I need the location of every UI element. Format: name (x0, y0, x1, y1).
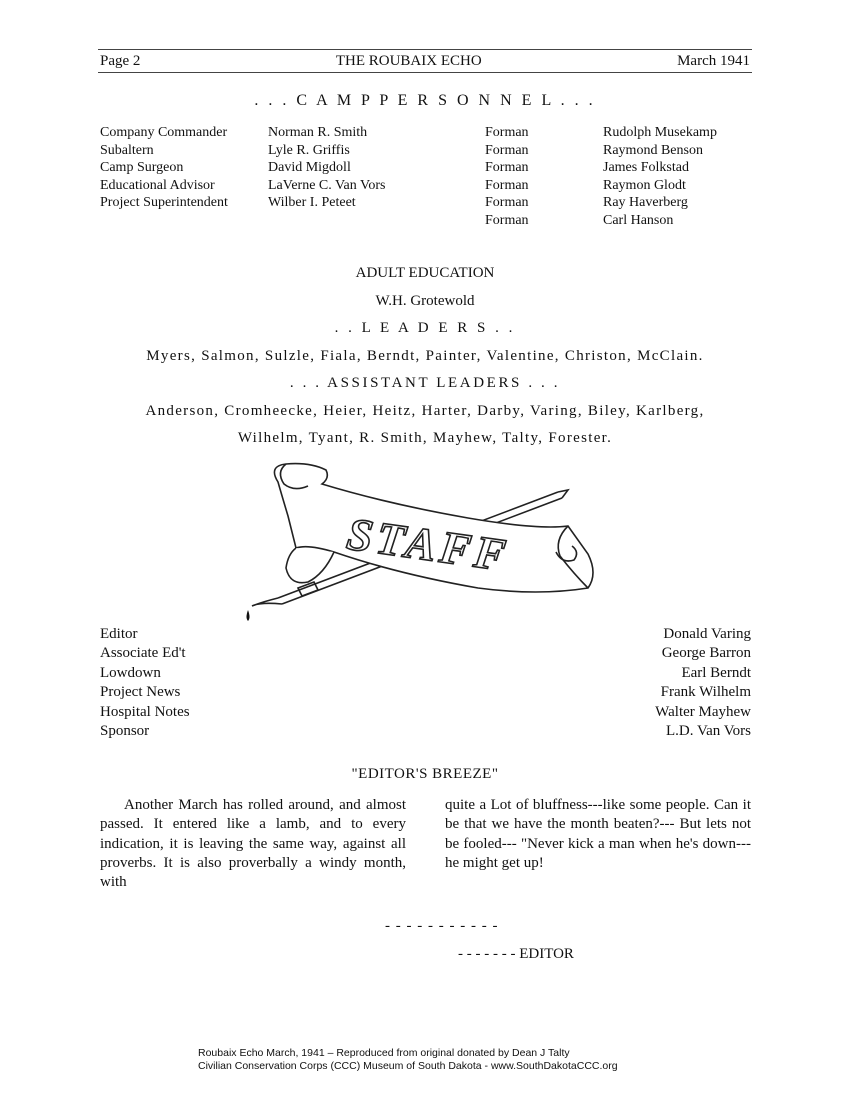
officer-name: Norman R. Smith (268, 125, 368, 140)
leaders-heading: . . L E A D E R S . . (334, 320, 516, 336)
leaders-list: Myers, Salmon, Sulzle, Fiala, Berndt, Painter, Valentine, Christon, McClain. (146, 348, 704, 364)
footer-line-2: Civilian Conservation Corps (CCC) Museum of South Dakota - www.SouthDakotaCCC.org (198, 1060, 618, 1072)
officer-role: Subaltern (100, 142, 154, 158)
ink-drop-icon (247, 610, 250, 621)
staff-roles (100, 625, 190, 741)
adult-education-title: ADULT EDUCATION (355, 265, 495, 281)
staff-name: L.D. Van Vors (665, 723, 751, 740)
staff-name: George Barron (661, 645, 751, 662)
officer-name: David Migdoll (268, 160, 351, 176)
forman-role: Forman (485, 160, 529, 176)
editor-signature: - - - - - - - EDITOR (458, 946, 574, 962)
forman-roles (485, 124, 529, 230)
editorial-column-1 (100, 796, 406, 892)
officer-name: Lyle R. Griffis (268, 142, 350, 158)
officer-name: LaVerne C. Van Vors (268, 177, 386, 193)
editorial-paragraph: quite a Lot of bluffness---like some people. Can it be that we have the month beaten?--- But lets not be fooled--- "Never kick a man when he's down--- he might get up! (445, 797, 751, 871)
forman-role: Forman (485, 125, 529, 140)
footer-line-1: Roubaix Echo March, 1941 – Reproduced from original donated by Dean J Talty (198, 1047, 570, 1059)
staff-role: Editor (100, 626, 138, 642)
staff-role: Sponsor (100, 723, 150, 740)
assistant-leaders-line-2: Wilhelm, Tyant, R. Smith, Mayhew, Talty, Forester. (237, 430, 613, 446)
forman-name: Raymond Benson (603, 142, 703, 158)
staff-banner-illustration (238, 456, 608, 628)
editorial-column-2 (445, 796, 751, 873)
camp-personnel-heading: . . . C A M P P E R S O N N E L . . . (254, 92, 596, 109)
staff-names (655, 625, 751, 741)
staff-role: Associate Ed't (100, 645, 186, 662)
forman-name: Carl Hanson (603, 212, 674, 228)
staff-role: Lowdown (100, 664, 161, 681)
editors-breeze-title: "EDITOR'S BREEZE" (351, 766, 499, 782)
officer-names (268, 124, 385, 212)
forman-name: Raymon Glodt (603, 177, 686, 193)
forman-role: Forman (485, 142, 529, 158)
officer-role: Project Superintendent (100, 195, 228, 211)
officer-role: Educational Advisor (100, 177, 215, 193)
assistant-leaders-heading: . . . ASSISTANT LEADERS . . . (289, 375, 561, 391)
separator-dashes: - - - - - - - - - - - (385, 918, 499, 934)
editorial-paragraph: Another March has rolled around, and almost passed. It entered like a lamb, and to every indication, it is leaving the same way, against all proverbs. It is also proverbally a windy month, with (100, 797, 406, 891)
page-header (98, 49, 752, 73)
education-director: W.H. Grotewold (375, 293, 475, 309)
staff-name: Earl Berndt (681, 664, 751, 681)
officer-name: Wilber I. Peteet (268, 195, 356, 211)
forman-name: Ray Haverberg (603, 195, 688, 211)
staff-banner-text: STAFF (343, 507, 513, 582)
staff-name: Frank Wilhelm (660, 684, 751, 701)
newspaper-title: THE ROUBAIX ECHO (335, 52, 482, 69)
forman-name: James Folkstad (603, 160, 689, 176)
forman-role: Forman (485, 212, 529, 228)
staff-name: Donald Varing (663, 626, 751, 642)
assistant-leaders-line-1: Anderson, Cromheecke, Heier, Heitz, Harter, Darby, Varing, Biley, Karlberg, (145, 403, 705, 419)
forman-name: Rudolph Musekamp (603, 125, 717, 140)
officer-roles (100, 124, 228, 212)
forman-names (603, 124, 717, 230)
officer-role: Camp Surgeon (100, 160, 184, 176)
forman-role: Forman (485, 177, 529, 193)
staff-name: Walter Mayhew (655, 703, 751, 720)
page-number: Page 2 (100, 52, 141, 69)
staff-role: Project News (100, 684, 181, 701)
issue-date: March 1941 (677, 52, 750, 69)
staff-role: Hospital Notes (100, 703, 190, 720)
officer-role: Company Commander (100, 125, 228, 140)
forman-role: Forman (485, 195, 529, 211)
page-footer (198, 1047, 618, 1073)
